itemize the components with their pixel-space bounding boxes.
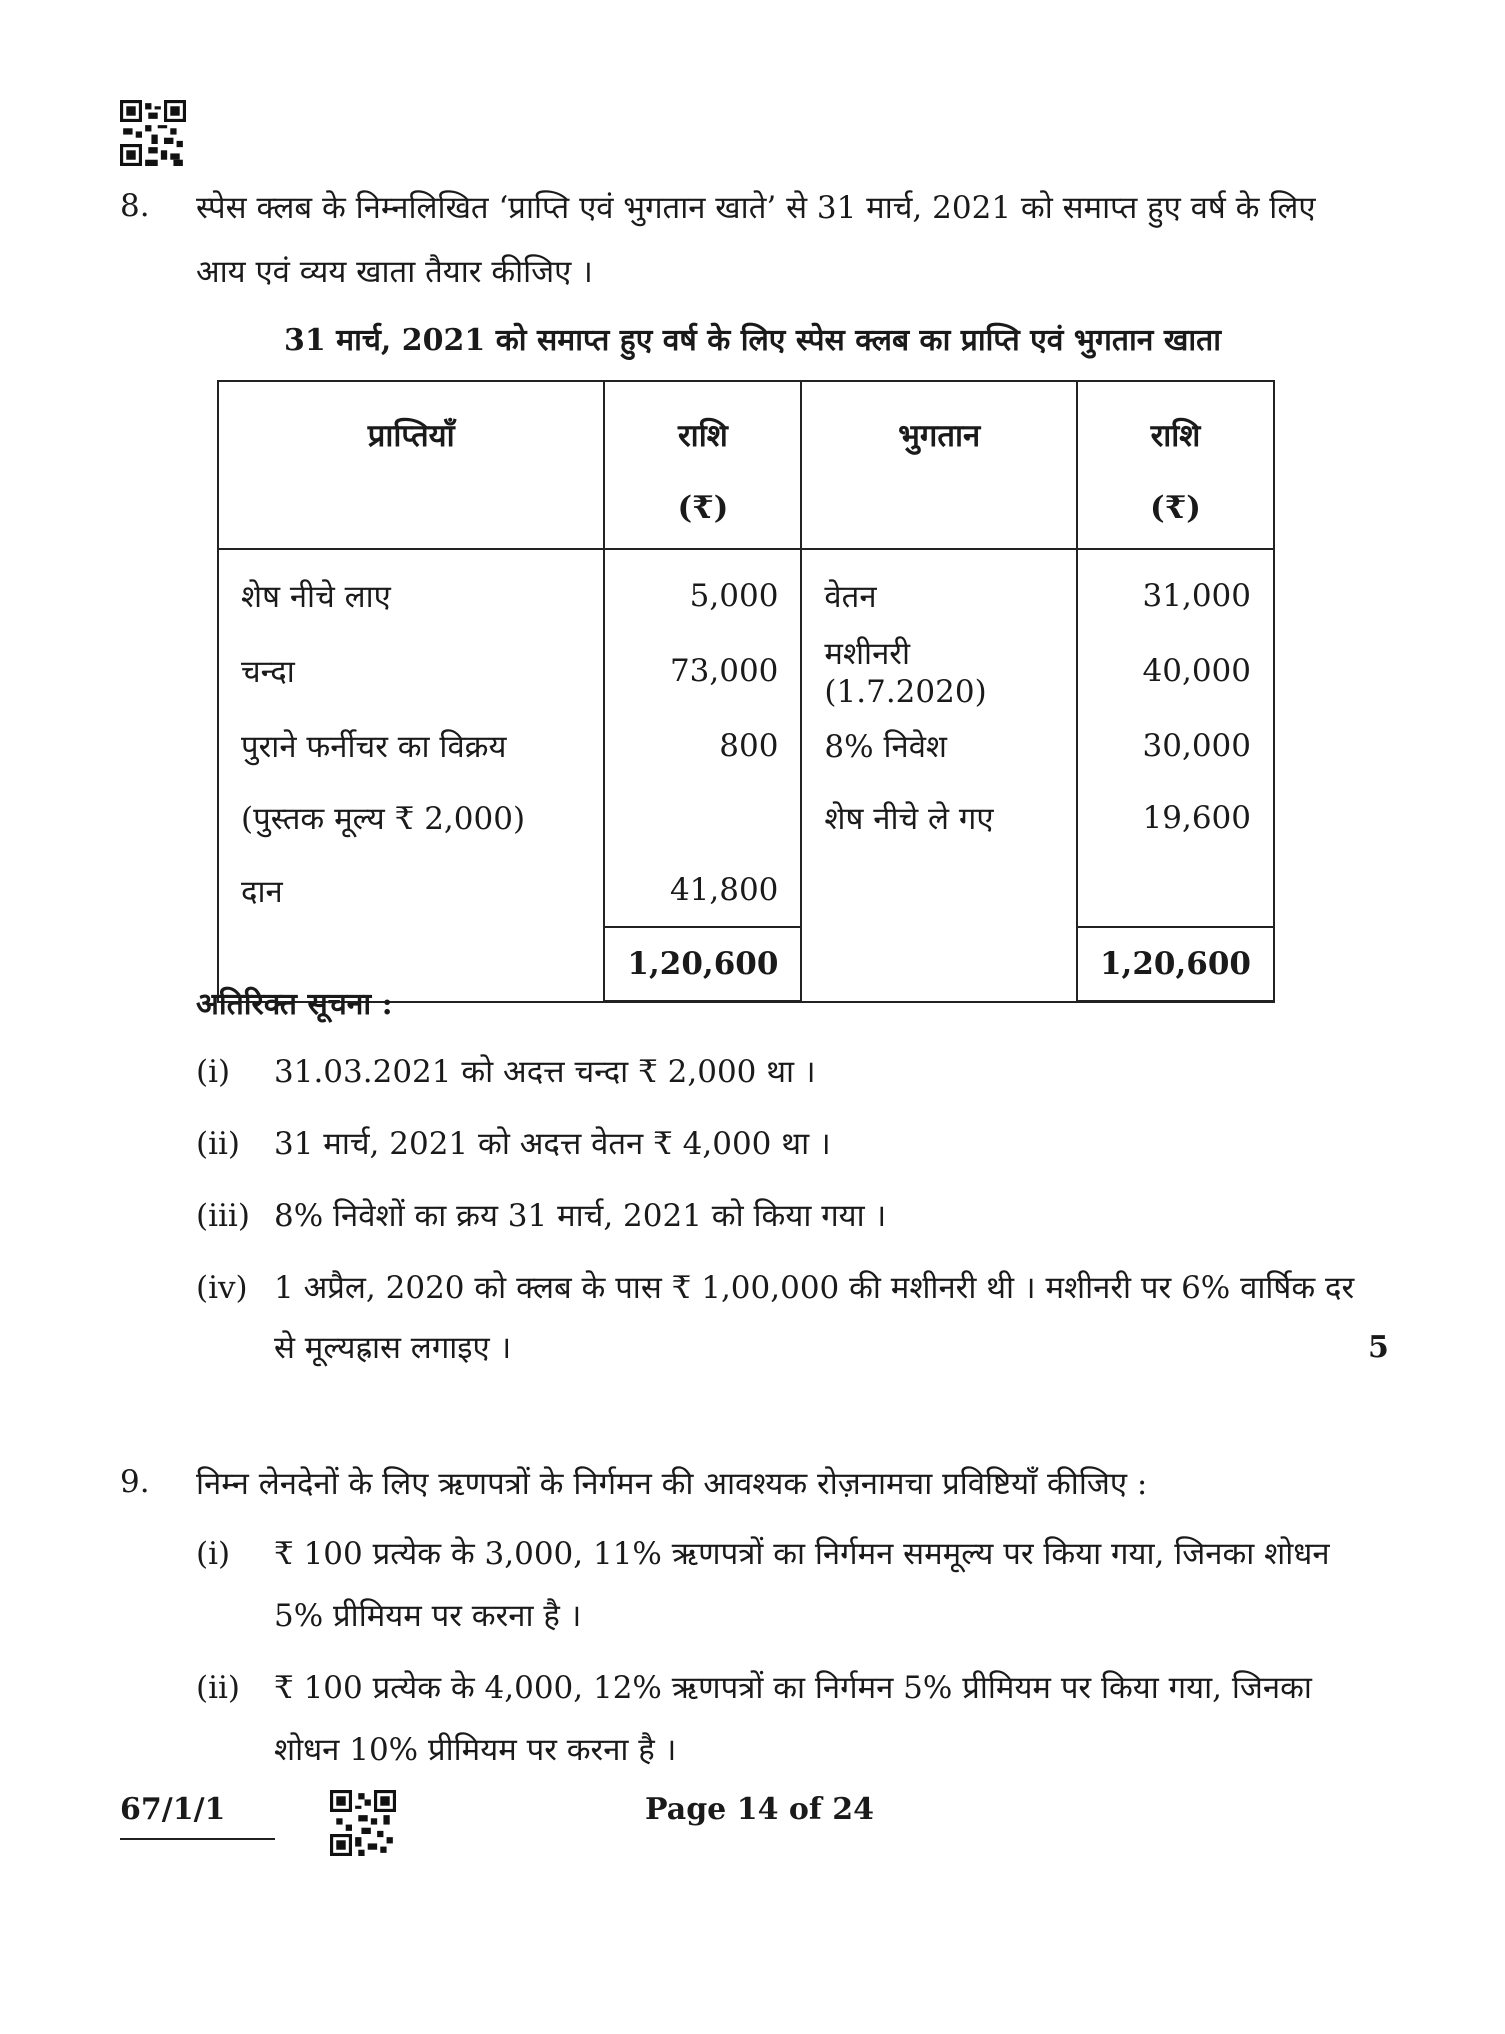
item-text: 8% निवेशों का क्रय 31 मार्च, 2021 को किया गया । — [274, 1198, 887, 1234]
item-label: (iv) — [196, 1270, 248, 1306]
total-payments: 1,20,600 — [1077, 927, 1274, 1002]
question-text-line: स्पेस क्लब के निम्नलिखित ‘प्राप्ति एवं भुगतान खाते’ से 31 मार्च, 2021 को समाप्त हुए वर्ष के लिए — [196, 190, 1316, 226]
info-item-continued — [196, 1316, 1356, 1380]
info-item — [196, 1040, 1356, 1104]
info-item — [196, 1112, 1356, 1176]
payment-amount-cell: 19,600 — [1077, 782, 1274, 854]
question-number: 8. — [120, 188, 150, 224]
item-label: (ii) — [196, 1126, 241, 1162]
table-row — [218, 782, 1274, 854]
qr-code-icon — [120, 100, 186, 166]
col-header-amount: राशि (₹) — [1077, 381, 1274, 549]
receipt-amount-cell: 73,000 — [604, 632, 801, 710]
table-row — [218, 710, 1274, 782]
question-text-line: निम्न लेनदेनों के लिए ऋणपत्रों के निर्गमन की आवश्यक रोज़नामचा प्रविष्टियाँ कीजिए : — [196, 1466, 1148, 1502]
col-header-payments: भुगतान — [801, 381, 1077, 549]
table-row — [218, 549, 1274, 632]
qr-code-icon — [330, 1790, 396, 1856]
item-text: ₹ 100 प्रत्येक के 3,000, 11% ऋणपत्रों का निर्गमन सममूल्य पर किया गया, जिनका शोधन — [274, 1536, 1330, 1572]
receipt-cell: दान — [218, 854, 604, 927]
question-item-continued — [196, 1584, 1356, 1648]
footer-underline — [120, 1838, 275, 1840]
question-item — [196, 1522, 1356, 1586]
receipts-payments-table — [217, 380, 1275, 1003]
question-item — [196, 1656, 1356, 1720]
col-header-receipts: प्राप्तियाँ — [218, 381, 604, 549]
payment-cell — [801, 854, 1077, 927]
payment-amount-cell: 40,000 — [1077, 632, 1274, 710]
table-row — [218, 632, 1274, 710]
info-item — [196, 1184, 1356, 1248]
receipt-amount-cell: 41,800 — [604, 854, 801, 927]
receipt-cell: शेष नीचे लाए — [218, 549, 604, 632]
item-text: शोधन 10% प्रीमियम पर करना है । — [274, 1732, 677, 1768]
receipt-amount-cell: 5,000 — [604, 549, 801, 632]
receipt-amount-cell — [604, 782, 801, 854]
item-label: (i) — [196, 1536, 231, 1572]
table-caption: 31 मार्च, 2021 को समाप्त हुए वर्ष के लिए स्पेस क्लब का प्राप्ति एवं भुगतान खाता — [283, 323, 1222, 358]
item-text: 31 मार्च, 2021 को अदत्त वेतन ₹ 4,000 था । — [274, 1126, 831, 1162]
question-number: 9. — [120, 1464, 150, 1500]
item-text: 31.03.2021 को अदत्त चन्दा ₹ 2,000 था । — [274, 1054, 816, 1090]
col-header-amount: राशि (₹) — [604, 381, 801, 549]
payment-cell: शेष नीचे ले गए — [801, 782, 1077, 854]
receipt-amount-cell: 800 — [604, 710, 801, 782]
payment-amount-cell: 31,000 — [1077, 549, 1274, 632]
paper-code: 67/1/1 — [120, 1792, 226, 1827]
total-receipts: 1,20,600 — [604, 927, 801, 1002]
item-label: (i) — [196, 1054, 231, 1090]
payment-cell: 8% निवेश — [801, 710, 1077, 782]
item-text: से मूल्यह्रास लगाइए । — [274, 1330, 512, 1366]
question-text-line: आय एवं व्यय खाता तैयार कीजिए । — [196, 254, 593, 290]
additional-info-heading: अतिरिक्त सूचना : — [196, 987, 393, 1022]
item-label: (iii) — [196, 1198, 250, 1234]
page-number: Page 14 of 24 — [645, 1792, 874, 1827]
payment-cell: वेतन — [801, 549, 1077, 632]
receipt-cell: (पुस्तक मूल्य ₹ 2,000) — [218, 782, 604, 854]
question-item-continued — [196, 1718, 1356, 1782]
item-label: (ii) — [196, 1670, 241, 1706]
item-text: ₹ 100 प्रत्येक के 4,000, 12% ऋणपत्रों का निर्गमन 5% प्रीमियम पर किया गया, जिनका — [274, 1670, 1312, 1706]
table-row — [218, 854, 1274, 927]
payment-amount-cell: 30,000 — [1077, 710, 1274, 782]
item-text: 1 अप्रैल, 2020 को क्लब के पास ₹ 1,00,000 की मशीनरी थी । मशीनरी पर 6% वार्षिक दर — [274, 1270, 1355, 1306]
marks: 5 — [1368, 1330, 1389, 1365]
payment-amount-cell — [1077, 854, 1274, 927]
item-text: 5% प्रीमियम पर करना है । — [274, 1598, 582, 1634]
receipt-cell: पुराने फर्नीचर का विक्रय — [218, 710, 604, 782]
payment-cell: मशीनरी (1.7.2020) — [801, 632, 1077, 710]
info-item — [196, 1256, 1356, 1320]
receipt-cell: चन्दा — [218, 632, 604, 710]
